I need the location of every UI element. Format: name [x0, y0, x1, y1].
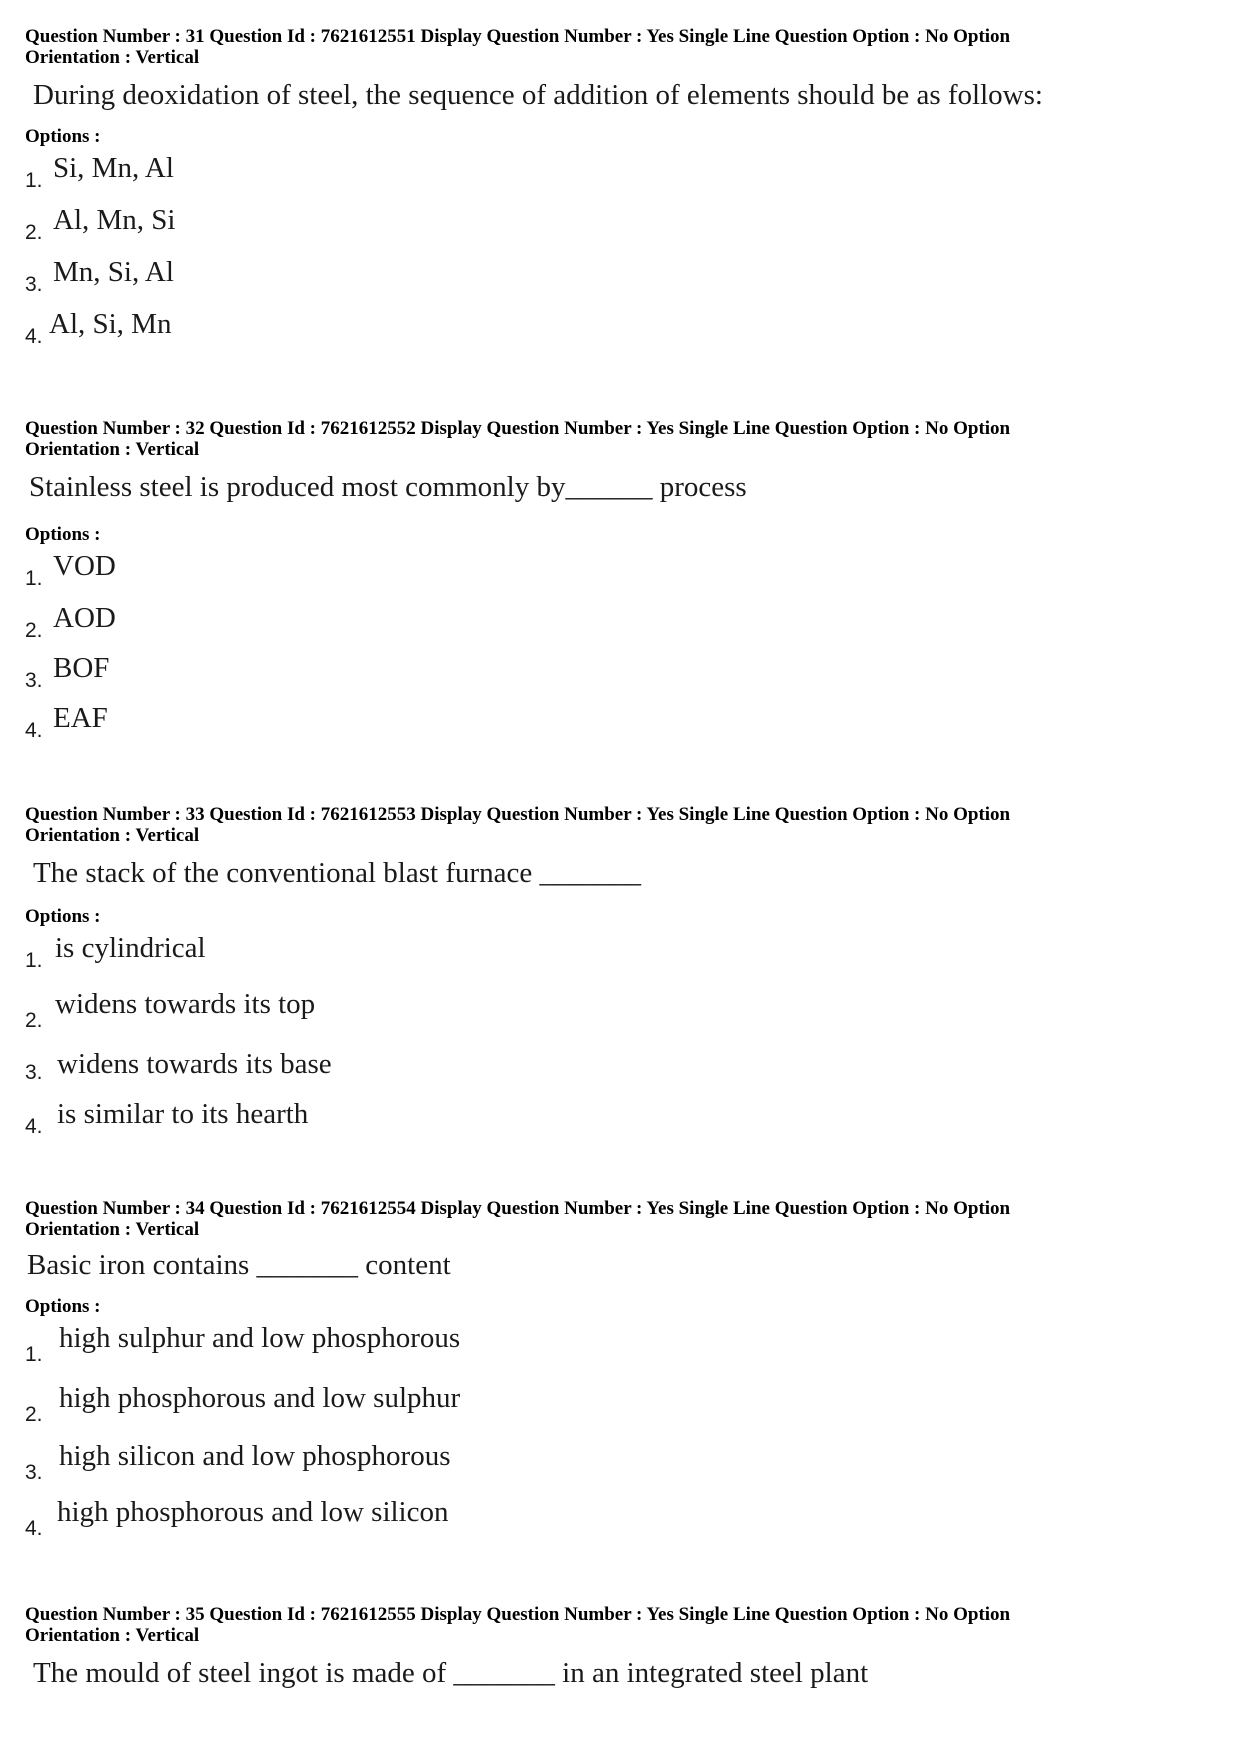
option-text: high silicon and low phosphorous: [59, 1440, 451, 1472]
option[interactable]: [25, 152, 1225, 204]
option-text: Si, Mn, Al: [53, 152, 174, 184]
option[interactable]: [25, 988, 1225, 1048]
option-number: 3.: [25, 1061, 43, 1084]
option-number: 3.: [25, 1461, 43, 1484]
question-meta-orientation: Orientation : Vertical: [25, 1625, 200, 1646]
question-meta: Question Number : 34 Question Id : 7621612554 Display Question Number : Yes Single Line Question Option : No Option: [25, 1198, 1011, 1219]
question-meta-orientation: Orientation : Vertical: [25, 1219, 200, 1240]
option-number: 4.: [25, 1517, 43, 1540]
question-text: The stack of the conventional blast furnace _______: [33, 857, 641, 889]
option-text: Al, Mn, Si: [53, 204, 176, 236]
option-number: 1.: [25, 949, 43, 972]
question-meta: Question Number : 33 Question Id : 7621612553 Display Question Number : Yes Single Line Question Option : No Option: [25, 804, 1011, 825]
question-block: [25, 1604, 1225, 1690]
question-meta-orientation: Orientation : Vertical: [25, 47, 200, 68]
option-number: 1.: [25, 567, 43, 590]
option-text: high phosphorous and low sulphur: [59, 1382, 461, 1414]
question-meta-orientation: Orientation : Vertical: [25, 825, 200, 846]
question-block: [25, 26, 1225, 360]
option-number: 2.: [25, 1403, 43, 1426]
options-label: Options :: [25, 1296, 101, 1317]
option[interactable]: [25, 256, 1225, 308]
question-text: Basic iron contains _______ content: [27, 1249, 451, 1281]
option[interactable]: [25, 1440, 1225, 1496]
question-meta: Question Number : 35 Question Id : 7621612555 Display Question Number : Yes Single Line Question Option : No Option: [25, 1604, 1011, 1625]
question-text: Stainless steel is produced most commonly by______ process: [29, 471, 747, 503]
option-text: VOD: [53, 550, 116, 582]
question-block: [25, 804, 1225, 1148]
option[interactable]: [25, 204, 1225, 256]
question-block: [25, 1198, 1225, 1552]
options-label: Options :: [25, 906, 101, 927]
option-text: high sulphur and low phosphorous: [59, 1322, 461, 1354]
option-text: is similar to its hearth: [57, 1098, 309, 1130]
question-text: The mould of steel ingot is made of _______ in an integrated steel plant: [33, 1657, 869, 1689]
question-meta-orientation: Orientation : Vertical: [25, 439, 200, 460]
option[interactable]: [25, 702, 1225, 752]
option-number: 3.: [25, 669, 43, 692]
options-list: [25, 152, 1225, 360]
question-text: During deoxidation of steel, the sequence of addition of elements should be as follows:: [33, 79, 1043, 111]
option-number: 2.: [25, 221, 43, 244]
option-number: 1.: [25, 1343, 43, 1366]
option-text: EAF: [53, 702, 108, 734]
option-text: widens towards its base: [57, 1048, 332, 1080]
option-text: widens towards its top: [55, 988, 316, 1020]
option-number: 4.: [25, 1115, 43, 1138]
option[interactable]: [25, 1382, 1225, 1440]
options-list: [25, 932, 1225, 1148]
option-number: 3.: [25, 273, 43, 296]
option[interactable]: [25, 602, 1225, 652]
options-label: Options :: [25, 126, 101, 147]
options-label: Options :: [25, 524, 101, 545]
options-list: [25, 1322, 1225, 1552]
option[interactable]: [25, 1048, 1225, 1098]
option-number: 2.: [25, 619, 43, 642]
option[interactable]: [25, 932, 1225, 988]
option-text: high phosphorous and low silicon: [57, 1496, 449, 1528]
option-text: Al, Si, Mn: [49, 308, 172, 340]
question-meta: Question Number : 32 Question Id : 7621612552 Display Question Number : Yes Single Line Question Option : No Option: [25, 418, 1011, 439]
question-meta: Question Number : 31 Question Id : 7621612551 Display Question Number : Yes Single Line Question Option : No Option: [25, 26, 1011, 47]
option-text: AOD: [53, 602, 116, 634]
option-text: BOF: [53, 652, 110, 684]
option[interactable]: [25, 550, 1225, 602]
options-list: [25, 550, 1225, 752]
option[interactable]: [25, 1496, 1225, 1552]
option[interactable]: [25, 1322, 1225, 1382]
option-number: 1.: [25, 169, 43, 192]
option-number: 4.: [25, 719, 43, 742]
option-number: 2.: [25, 1009, 43, 1032]
option-number: 4.: [25, 325, 43, 348]
option-text: is cylindrical: [55, 932, 206, 964]
option[interactable]: [25, 652, 1225, 702]
question-block: [25, 418, 1225, 752]
option[interactable]: [25, 1098, 1225, 1148]
option-text: Mn, Si, Al: [53, 256, 174, 288]
option[interactable]: [25, 308, 1225, 360]
